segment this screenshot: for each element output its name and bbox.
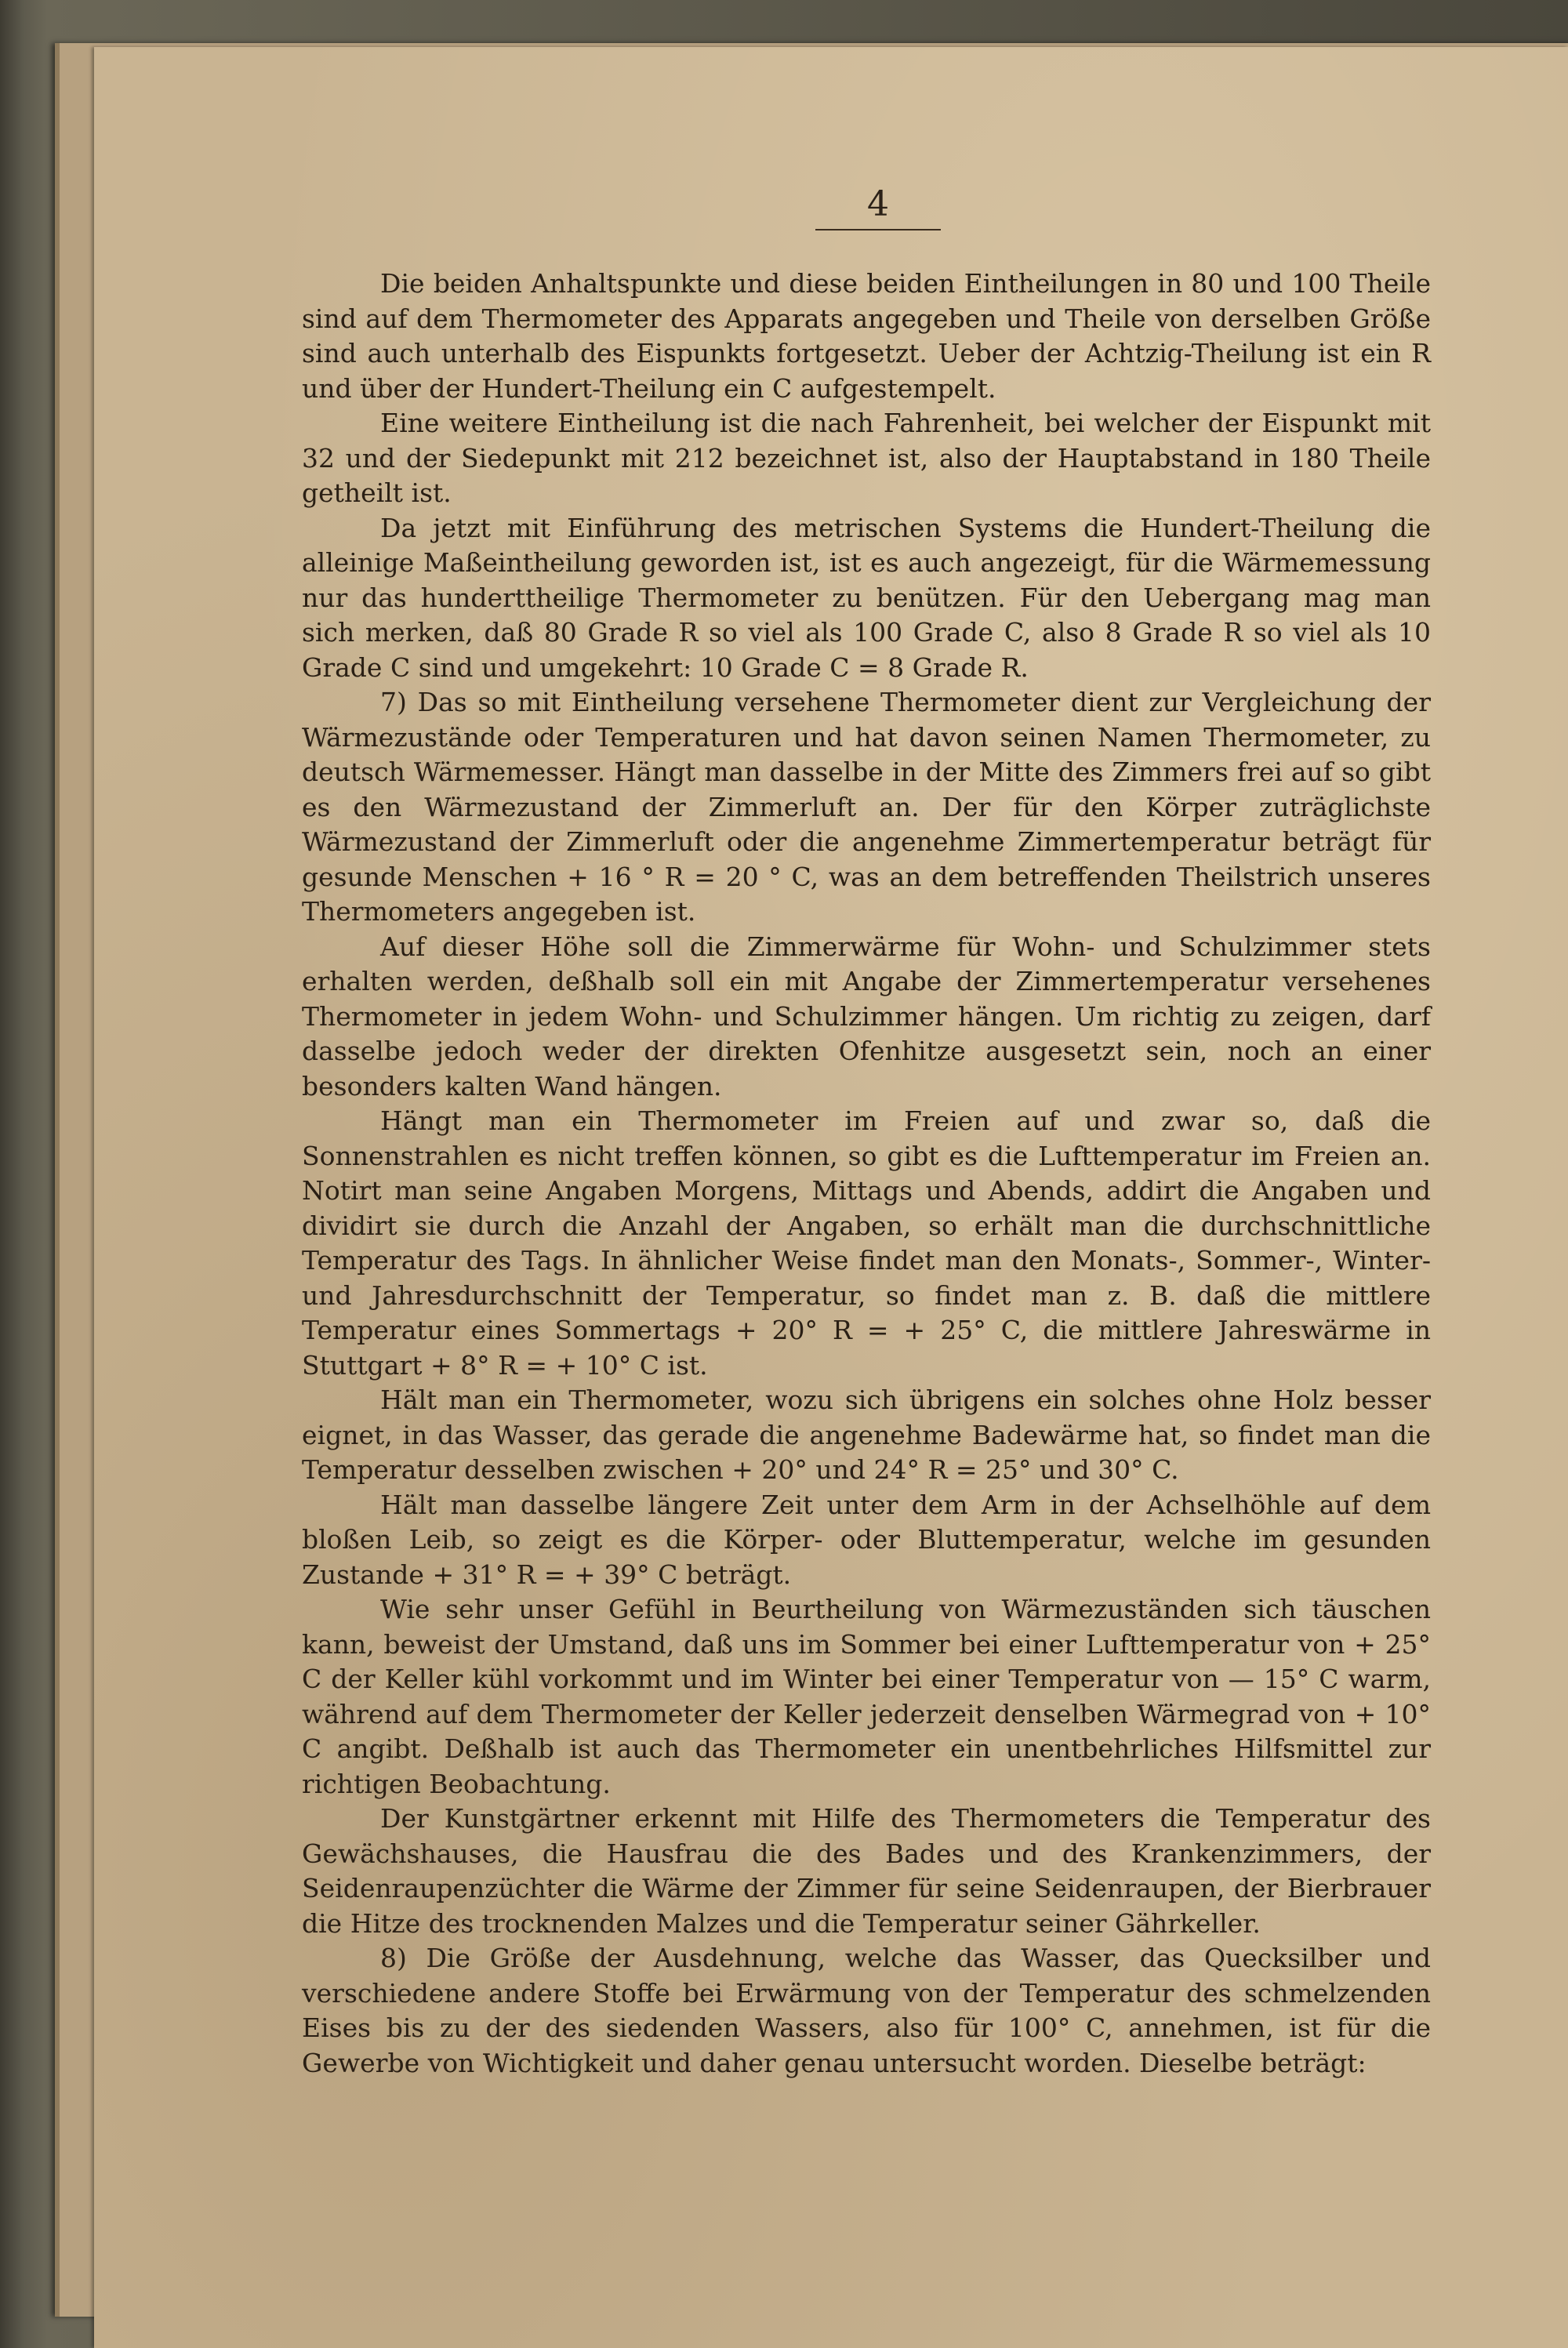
paragraph: 8) Die Größe der Ausdehnung, welche das Wasser, das Quecksilber und verschiedene andere Stoffe bei Erwärmung von der Temperatur des schmelzenden Eises bis zu der des siedenden Wassers, also für 100° C, annehmen, ist für die Gewerbe von Wichtigkeit und daher genau untersucht worden. Dieselbe beträgt: xyxy=(302,1943,1431,2078)
paragraph: Die beiden Anhaltspunkte und diese beiden Eintheilungen in 80 und 100 Theile sind auf dem Thermometer des Apparats angegeben und Theile von derselben Größe sind auch unterhalb des Eispunkts fortgesetzt. Ueber der Achtzig-Theilung ist ein R und über der Hundert-Theilung ein C aufgestempelt. xyxy=(302,268,1431,404)
paragraph: Eine weitere Eintheilung ist die nach Fahrenheit, bei welcher der Eispunkt mit 32 und der Siedepunkt mit 212 bezeichnet ist, also der Hauptabstand in 180 Theile getheilt ist. xyxy=(302,408,1431,508)
paragraph: Wie sehr unser Gefühl in Beurtheilung von Wärmezuständen sich täuschen kann, beweist der Umstand, daß uns im Sommer bei einer Lufttemperatur von + 25° C der Keller kühl vorkommt und im Winter bei einer Temperatur von — 15° C warm, während auf dem Thermometer der Keller jederzeit denselben Wärmegrad von + 10° C angibt. Deßhalb ist auch das Thermometer ein unentbehrliches Hilfsmittel zur richtigen Beobachtung. xyxy=(302,1594,1431,1799)
paragraph: Hält man dasselbe längere Zeit unter dem Arm in der Achselhöhle auf dem bloßen Leib, so zeigt es die Körper- oder Bluttemperatur, welche im gesunden Zustande + 31° R = + 39° C beträgt. xyxy=(302,1489,1431,1590)
paragraph: Da jetzt mit Einführung des metrischen Systems die Hundert-Theilung die alleinige Maßeintheilung geworden ist, ist es auch angezeigt, für die Wärmemessung nur das hunderttheilige Thermometer zu benützen. Für den Uebergang mag man sich merken, daß 80 Grade R so viel als 100 Grade C, also 8 Grade R so viel als 10 Grade C sind und umgekehrt: 10 Grade C = 8 Grade R. xyxy=(302,512,1431,683)
body-text xyxy=(302,267,1431,2081)
paragraph: Hängt man ein Thermometer im Freien auf und zwar so, daß die Sonnenstrahlen es nicht treffen können, so gibt es die Lufttemperatur im Freien an. Notirt man seine Angaben Morgens, Mittags und Abends, addirt die Angaben und dividirt sie durch die Anzahl der Angaben, so erhält man die durchschnittliche Temperatur des Tags. In ähnlicher Weise findet man den Monats-, Sommer-, Winter- und Jahresdurchschnitt der Temperatur, so findet man z. B. daß die mittlere Temperatur eines Sommertags + 20° R = + 25° C, die mittlere Jahreswärme in Stuttgart + 8° R = + 10° C ist. xyxy=(302,1105,1431,1381)
paragraph: Auf dieser Höhe soll die Zimmerwärme für Wohn- und Schulzimmer stets erhalten werden, deßhalb soll ein mit Angabe der Zimmertemperatur versehenes Thermometer in jedem Wohn- und Schulzimmer hängen. Um richtig zu zeigen, darf dasselbe jedoch weder der direkten Ofenhitze ausgesetzt sein, noch an einer besonders kalten Wand hängen. xyxy=(302,931,1431,1101)
page-number: 4 xyxy=(815,184,941,230)
paragraph: Der Kunstgärtner erkennt mit Hilfe des Thermometers die Temperatur des Gewächshauses, die Hausfrau die des Bades und des Krankenzimmers, der Seidenraupenzüchter die Wärme der Zimmer für seine Seidenraupen, der Bierbrauer die Hitze des trocknenden Malzes und die Temperatur seiner Gährkeller. xyxy=(302,1803,1431,1939)
paragraph: 7) Das so mit Eintheilung versehene Thermometer dient zur Vergleichung der Wärmezustände oder Temperaturen und hat davon seinen Namen Thermometer, zu deutsch Wärmemesser. Hängt man dasselbe in der Mitte des Zimmers frei auf so gibt es den Wärmezustand der Zimmerluft an. Der für den Körper zuträglichste Wärmezustand der Zimmerluft oder die angenehme Zimmertemperatur beträgt für gesunde Menschen + 16 ° R = 20 ° C, was an dem betreffenden Theilstrich unseres Thermometers angegeben ist. xyxy=(302,687,1431,927)
paragraph: Hält man ein Thermometer, wozu sich übrigens ein solches ohne Holz besser eignet, in das Wasser, das gerade die angenehme Badewärme hat, so findet man die Temperatur desselben zwischen + 20° und 24° R = 25° und 30° C. xyxy=(302,1384,1431,1485)
